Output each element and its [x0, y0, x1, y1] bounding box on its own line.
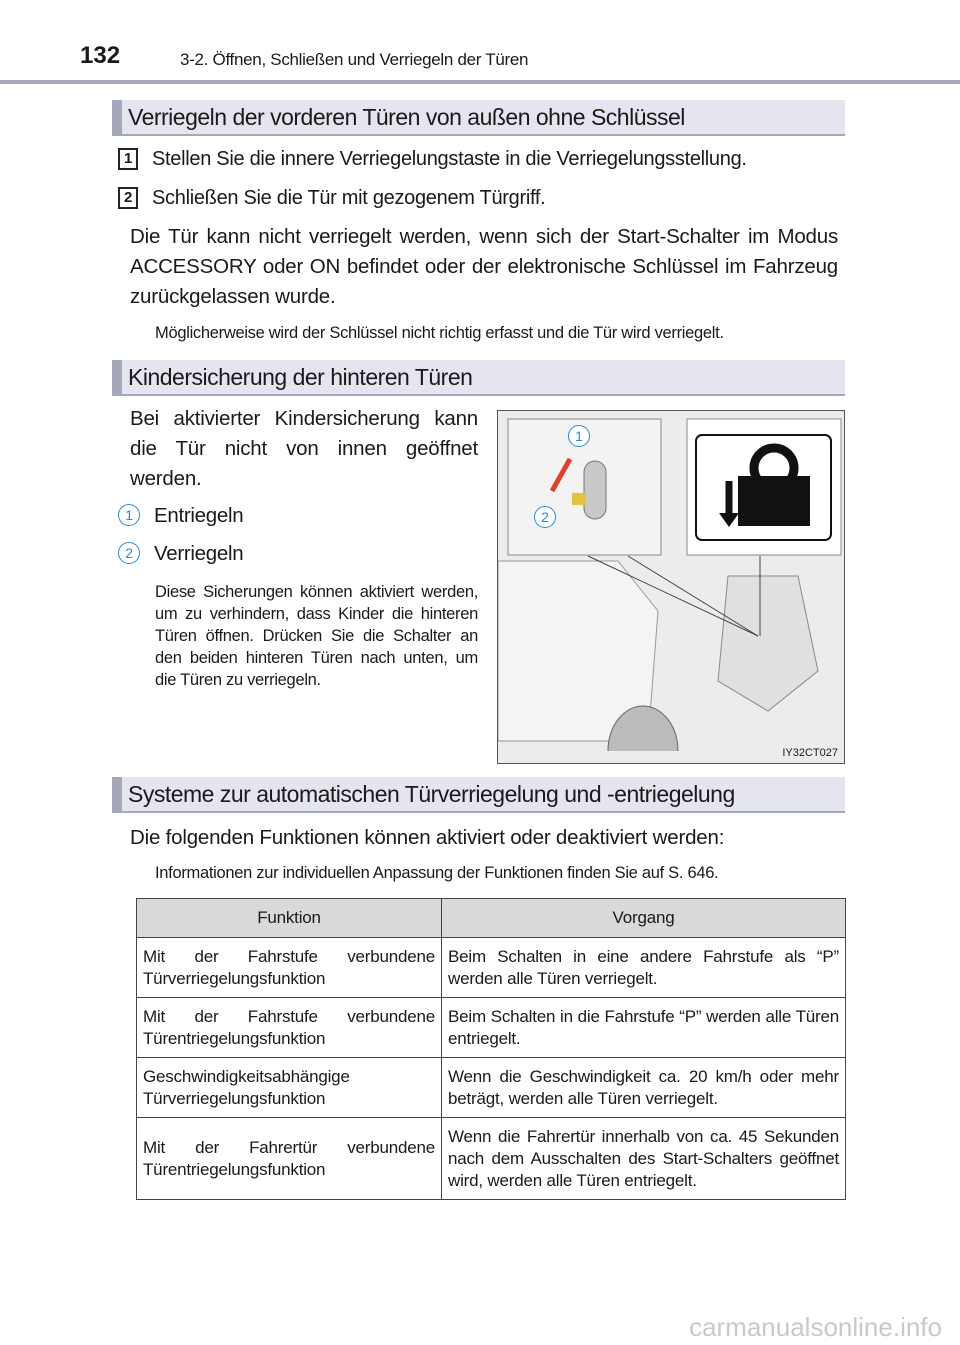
column-header: Funktion	[137, 899, 442, 938]
column-header: Vorgang	[442, 899, 846, 938]
step-2	[118, 187, 545, 210]
section-title: Kindersicherung der hinteren Türen	[128, 364, 473, 390]
paragraph: Die folgenden Funktionen können aktiviert oder deaktiviert werden:	[130, 826, 725, 849]
cell: Beim Schalten in eine andere Fahrstufe als “P” werden alle Türen verriegelt.	[442, 938, 846, 998]
item-1	[118, 504, 243, 528]
child-lock-figure	[497, 410, 845, 764]
paragraph: Die Tür kann nicht verriegelt werden, wenn sich der Start-Schalter im Modus ACCESSORY oder ON befindet oder der elektronische Schlüssel im Fahrzeug zurückgelassen wurde.	[130, 225, 838, 308]
header-rule	[0, 80, 960, 84]
step-1	[118, 148, 747, 171]
step-text: Stellen Sie die innere Verriegelungstaste in die Verriegelungsstellung.	[152, 148, 747, 170]
table-row	[137, 998, 846, 1058]
callout-number: 2	[118, 542, 140, 564]
item-text: Verriegeln	[154, 542, 244, 565]
step-number: 2	[118, 187, 138, 209]
chapter-title: 3-2. Öffnen, Schließen und Verriegeln der Türen	[180, 50, 529, 69]
step-number: 1	[118, 148, 138, 170]
section-title: Systeme zur automatischen Türverriegelung und -entriegelung	[128, 781, 735, 807]
note: Diese Sicherungen können aktiviert werden, um zu verhindern, dass Kinder die hinteren Türen öffnen. Drücken Sie die Schalter an den beiden hinteren Türen nach unten, um die Türen zu verriegeln.	[155, 583, 478, 689]
page-number: 132	[80, 42, 121, 69]
paragraph: Bei aktivierter Kindersicherung kann die Tür nicht von innen geöffnet werden.	[130, 407, 478, 490]
section-heading	[112, 360, 845, 396]
cell: Mit der Fahrstufe verbundene Türverriegelungsfunktion	[137, 938, 442, 998]
cell: Geschwindigkeitsabhängige Türverriegelungsfunktion	[137, 1058, 442, 1118]
figure-code: IY32CT027	[782, 747, 838, 759]
cell: Beim Schalten in die Fahrstufe “P” werden alle Türen entriegelt.	[442, 998, 846, 1058]
callout-2: 2	[534, 506, 556, 528]
item-2	[118, 542, 243, 566]
callout-number: 1	[118, 504, 140, 526]
table-row	[137, 1118, 846, 1200]
cell: Mit der Fahrstufe verbundene Türentriegelungsfunktion	[137, 998, 442, 1058]
car-illustration	[498, 411, 845, 764]
cell: Wenn die Fahrertür innerhalb von ca. 45 Sekunden nach dem Ausschalten des Start-Schalters geöffnet wird, werden alle Türen entriegelt.	[442, 1118, 846, 1200]
section-heading	[112, 100, 845, 136]
table-row	[137, 1058, 846, 1118]
item-text: Entriegeln	[154, 504, 244, 527]
watermark: carmanualsonline.info	[689, 1312, 942, 1342]
cell: Mit der Fahrertür verbundene Türentriegelungsfunktion	[137, 1118, 442, 1200]
section-title: Verriegeln der vorderen Türen von außen ohne Schlüssel	[128, 104, 685, 130]
section-heading	[112, 777, 845, 813]
note: Informationen zur individuellen Anpassung der Funktionen finden Sie auf S. 646.	[155, 864, 719, 882]
step-text: Schließen Sie die Tür mit gezogenem Türgriff.	[152, 187, 546, 209]
functions-table	[136, 898, 846, 1200]
table-row	[137, 938, 846, 998]
cell: Wenn die Geschwindigkeit ca. 20 km/h oder mehr beträgt, werden alle Türen verriegelt.	[442, 1058, 846, 1118]
callout-1: 1	[568, 425, 590, 447]
note: Möglicherweise wird der Schlüssel nicht richtig erfasst und die Tür wird verriegelt.	[155, 324, 724, 342]
